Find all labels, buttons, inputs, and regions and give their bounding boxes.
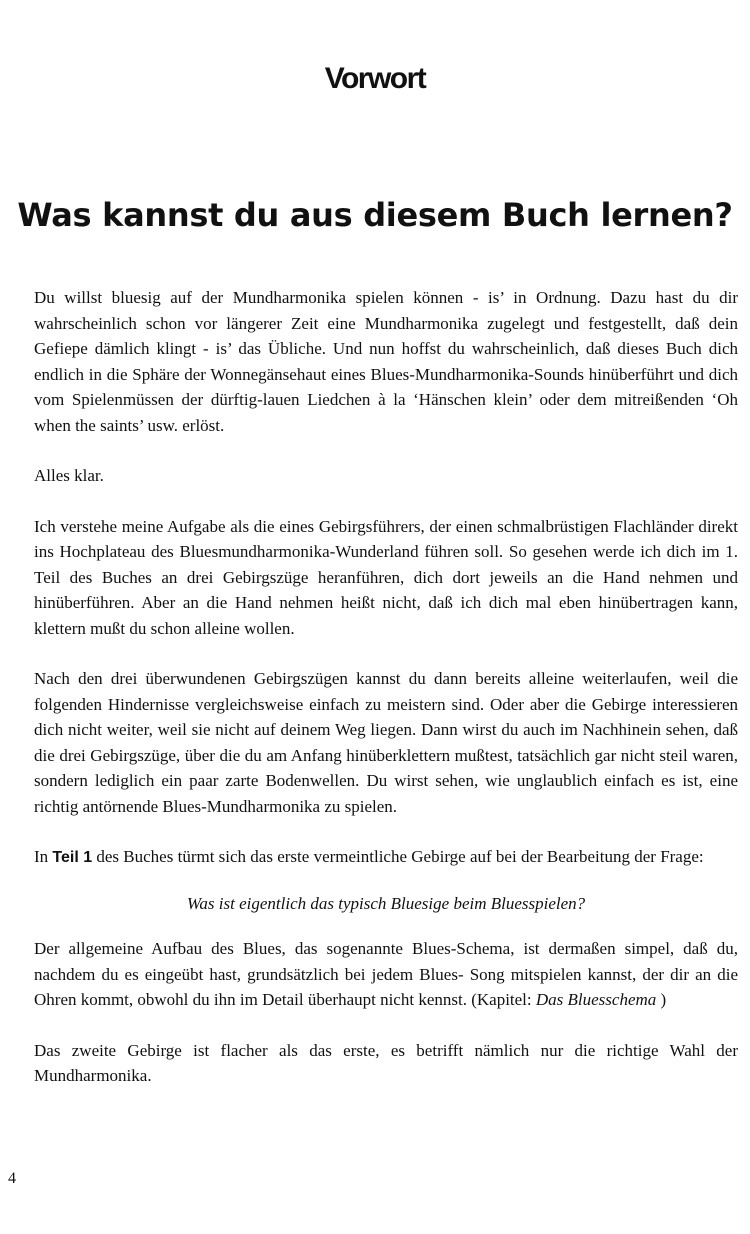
page-number: 4 xyxy=(8,1170,16,1187)
paragraph-teil-1-post: des Buches türmt sich das erste vermeintliche Gebirge auf bei der Bearbeitung der Frage: xyxy=(92,847,704,866)
page-title: Was kannst du aus diesem Buch lernen? xyxy=(17,196,733,234)
paragraph-blues-schema-pre: Der allgemeine Aufbau des Blues, das sogenannte Blues-Schema, ist dermaßen simpel, daß du, nachdem du es eingeübt hast, grundsätzlich bei jedem Blues- Song mitspielen kannst, der dir an die Ohren kommt, obwohl du ihn im Detail überhaupt nicht kennst. (Kapitel: xyxy=(34,939,738,1009)
section-kicker: Vorwort xyxy=(324,62,426,95)
paragraph-blues-schema xyxy=(34,936,738,1013)
paragraph-teil-1-pre: In xyxy=(34,847,53,866)
chapter-reference: Das Bluesschema xyxy=(535,990,657,1009)
paragraph-alles-klar: Alles klar. xyxy=(34,466,104,485)
teil-1-bold: Teil 1 xyxy=(52,849,93,866)
paragraph-zweites-gebirge: Das zweite Gebirge ist flacher als das erste, es betrifft nämlich nur die richtige Wahl der Mundharmonika. xyxy=(34,1040,738,1085)
paragraph-teil-1 xyxy=(34,844,738,871)
paragraph-blues-schema-post: ) xyxy=(656,990,667,1009)
question-line: Was ist eigentlich das typisch Bluesige beim Bluesspielen? xyxy=(186,893,586,913)
body-text xyxy=(34,285,738,1114)
paragraph-gebirgsfuehrer: Ich verstehe meine Aufgabe als die eines Gebirgsführers, der einen schmalbrüstigen Flachländer direkt ins Hochplateau des Bluesmundharmonika-Wunderland führen soll. So gesehen werde ich dich im 1. Teil des Buches an drei Gebirgszüge heranführen, dich dort jeweils an die Hand nehmen und hinüberführen. Aber an die Hand nehmen heißt nicht, daß ich dich mal eben hinübertragen kann, klettern mußt du schon alleine wollen. xyxy=(34,516,738,638)
paragraph-gebirgszuege: Nach den drei überwundenen Gebirgszügen kannst du dann bereits alleine weiterlaufen, weil die folgenden Hindernisse vergleichsweise einfach zu meistern sind. Oder aber die Gebirge interessieren dich nicht weiter, weil sie nicht auf deinem Weg liegen. Dann wirst du auch im Nachhinein sehen, daß die drei Gebirgszüge, über die du am Anfang hinüberklettern mußtest, tatsächlich gar nicht steil waren, sondern lediglich ein paar zarte Bodenwellen. Du wirst sehen, wie unglaublich einfach es ist, eine richtig antörnende Blues-Mundharmonika zu spielen. xyxy=(34,669,738,816)
paragraph-intro: Du willst bluesig auf der Mundharmonika spielen können - is’ in Ordnung. Dazu hast du dir wahrscheinlich schon vor längerer Zeit eine Mundharmonika zugelegt und festgestellt, daß dein Gefiepe dämlich klingt - is’ das Übliche. Und nun hoffst du wahrscheinlich, daß dieses Buch dich endlich in die Sphäre der Wonnegänsehaut eines Blues-Mundharmonika-Sounds hinüberführt und dich vom Spielenmüssen der dürftig-lauen Liedchen à la ‘Hänschen klein’ oder dem mitreißenden ‘Oh when the saints’ usw. erlöst. xyxy=(34,288,738,435)
